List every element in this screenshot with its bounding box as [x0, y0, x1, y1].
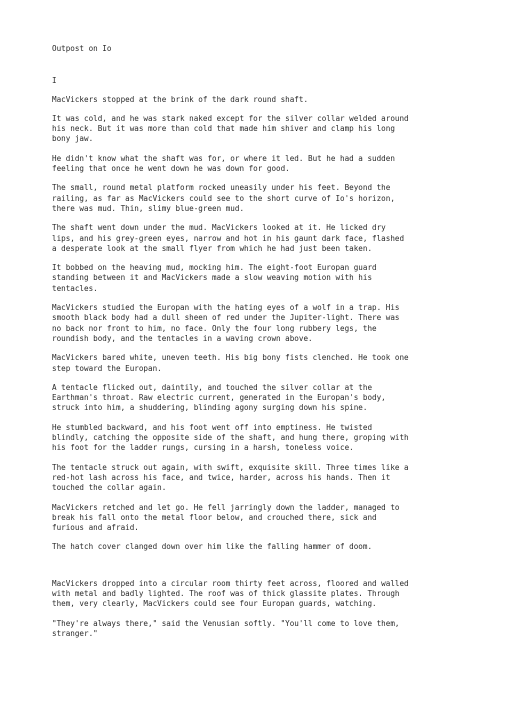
paragraph-line: MacVickers retched and let go. He fell jarringly down the ladder, managed to — [52, 502, 400, 512]
paragraph-line: roundish body, and the tentacles in a waving crown above. — [52, 333, 313, 343]
paragraph-line: Earthman's throat. Raw electric current, generated in the Europan's body, — [52, 393, 386, 403]
paragraph — [52, 579, 472, 610]
paragraph-line: lips, and his grey-green eyes, narrow and hot in his gaunt dark face, flashed — [52, 233, 405, 243]
paragraph-line: bony jaw. — [52, 134, 94, 144]
paragraph — [52, 619, 472, 640]
paragraph-line: them, very clearly, MacVickers could see four Europan guards, watching. — [52, 599, 377, 609]
paragraph-line: It was cold, and he was stark naked except for the silver collar welded around — [52, 113, 409, 123]
paragraph-line: MacVickers studied the Europan with the hating eyes of a wolf in a trap. His — [52, 303, 400, 313]
paragraph-line: step toward the Europan. — [52, 363, 162, 373]
chapter-heading: I — [52, 76, 57, 86]
paragraph — [52, 383, 472, 414]
paragraph-line: a desperate look at the small flyer from which he had just been taken. — [52, 243, 373, 253]
paragraph-line: It bobbed on the heaving mud, mocking him. The eight-foot Europan guard — [52, 263, 377, 273]
paragraph-line: furious and afraid. — [52, 523, 139, 533]
paragraph — [52, 463, 472, 494]
paragraph — [52, 423, 472, 454]
paragraph-line: red-hot lash across his face, and twice, harder, across his hands. Then it — [52, 472, 391, 482]
paragraph-line: touched the collar again. — [52, 483, 167, 493]
paragraph — [52, 223, 472, 254]
paragraph-line: break his fall onto the metal floor below, and crouched there, sick and — [52, 512, 377, 522]
paragraph-line: tentacles. — [52, 283, 98, 293]
paragraph-line: there was mud. Thin, slimy blue-green mud. — [52, 203, 245, 213]
paragraph-line: He didn't know what the shaft was for, or where it led. But he had a sudden — [52, 153, 395, 163]
paragraph-line: The shaft went down under the mud. MacVickers looked at it. He licked dry — [52, 223, 386, 233]
paragraph — [52, 183, 472, 214]
paragraph-line: with metal and badly lighted. The roof was of thick glassite plates. Through — [52, 588, 400, 598]
paragraph — [52, 503, 472, 534]
paragraph — [52, 154, 472, 175]
paragraph-list — [52, 95, 472, 640]
paragraph-line: smooth black body had a dull sheen of red under the Jupiter-light. There was — [52, 313, 400, 323]
paragraph-line: He stumbled backward, and his foot went off into emptiness. He twisted — [52, 422, 373, 432]
paragraph — [52, 95, 472, 105]
paragraph-line: feeling that once he went down he was down for good. — [52, 164, 290, 174]
paragraph-line: his foot for the ladder rungs, cursing in a harsh, toneless voice. — [52, 443, 354, 453]
paragraph-line: The small, round metal platform rocked uneasily under his feet. Beyond the — [52, 183, 391, 193]
document-title: Outpost on Io — [52, 44, 112, 53]
paragraph-line: A tentacle flicked out, daintily, and touched the silver collar at the — [52, 382, 373, 392]
paragraph-line: MacVickers dropped into a circular room thirty feet across, floored and walled — [52, 578, 409, 588]
paragraph-line: stranger." — [52, 628, 98, 638]
paragraph — [52, 353, 472, 374]
document-body — [52, 44, 472, 648]
paragraph-line: no back nor front to him, no face. Only the four long rubbery legs, the — [52, 323, 377, 333]
paragraph-line: MacVickers stopped at the brink of the dark round shaft. — [52, 94, 309, 104]
paragraph-line: The hatch cover clanged down over him like the falling hammer of doom. — [52, 542, 373, 552]
paragraph-line: standing between it and MacVickers made a slow weaving motion with his — [52, 273, 373, 283]
paragraph-line: blindly, catching the opposite side of the shaft, and hung there, groping with — [52, 433, 409, 443]
paragraph-line: railing, as far as MacVickers could see to the short curve of Io's horizon, — [52, 193, 395, 203]
paragraph-line: "They're always there," said the Venusian softly. "You'll come to love them, — [52, 618, 400, 628]
paragraph-line: MacVickers bared white, uneven teeth. His big bony fists clenched. He took one — [52, 353, 409, 363]
paragraph — [52, 263, 472, 294]
paragraph — [52, 542, 472, 552]
paragraph-line: his neck. But it was more than cold that made him shiver and clamp his long — [52, 124, 395, 134]
paragraph — [52, 303, 472, 344]
paragraph-line: The tentacle struck out again, with swift, exquisite skill. Three times like a — [52, 462, 409, 472]
paragraph — [52, 114, 472, 145]
paragraph-line: struck into him, a shuddering, blinding agony surging down his spine. — [52, 403, 368, 413]
